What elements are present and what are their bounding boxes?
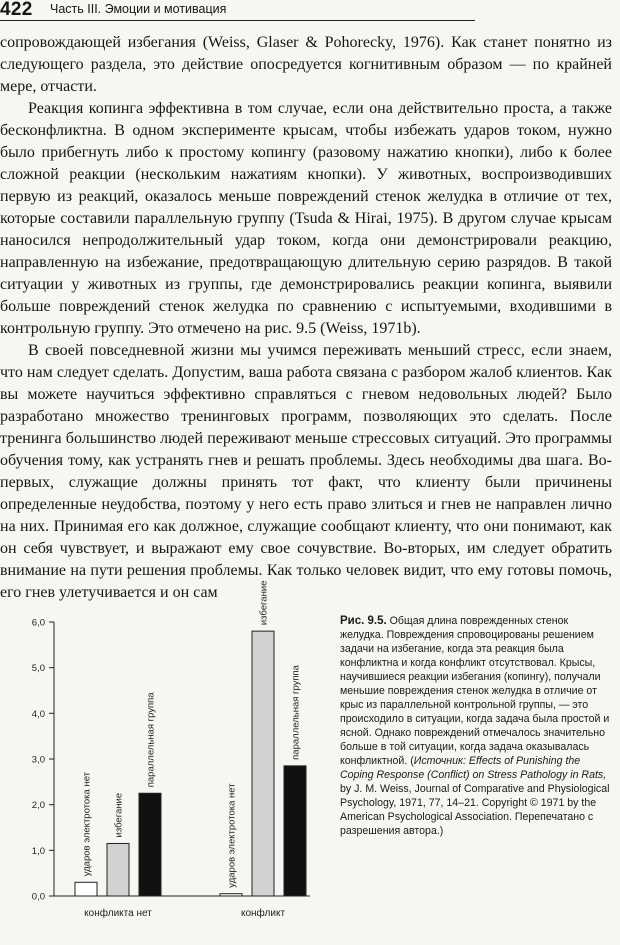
- bar-chart: [0, 580, 330, 930]
- caption-source-rest: by J. M. Weiss, Journal of Comparative and Physiological Psychology, 1971, 77, 14–21. Copyright © 1971 by the American Psychological Association. Перепечатано с разрешения автора.): [340, 783, 610, 837]
- page-header: [0, 0, 620, 24]
- bar: [107, 843, 129, 896]
- paragraph-3: В своей повседневной жизни мы учимся переживать меньший стресс, если знаем, что нам следует сделать. Допустим, ваша работа связана с разбором жалоб клиентов. Как вы можете научиться эффективно справляться с гневом недовольных людей? Было разработано множество тренинговых программ, позволяющих это сделать. После тренинга большинство людей переживают меньше стрессовых ситуаций. Это программы обучения тому, как устранять гнев и решать проблемы. Здесь необходимы два шага. Во-первых, служащие должны принять тот факт, что клиенту были причинены определенные неудобства, поэтому у него есть право злиться и гнев не направлен лично на них. Принимая его как должное, служащие сообщают клиенту, что они понимают, как он себя чувствует, и выражают ему свое сочувствие. Во-вторых, им следует обратить внимание на пути решения проблемы. Как только человек видит, что ему готовы помочь, его гнев улетучивается и он сам: [0, 342, 612, 601]
- caption-label: Рис. 9.5.: [340, 615, 387, 627]
- caption-source-label: Источник:: [413, 755, 466, 767]
- paragraph-1: сопровождающей избегания (Weiss, Glaser & Pohorecky, 1976). Как станет понятно из следующего раздела, это действие опосредуется когнитивным образом — по крайней мере, отчасти.: [0, 34, 612, 95]
- bar-label: избегание: [113, 792, 125, 838]
- paragraph-2: Реакция копинга эффективна в том случае, если она действительно проста, а также бесконфликтна. В одном эксперименте крысам, чтобы избежать ударов током, нужно было прибегнуть либо к простому копингу (разовому нажатию кнопки), либо к более сложной реакции (нескольким нажатиям кнопки). У животных, воспроизводивших первую из реакций, оказалось меньше повреждений стенок желудка в отличие от тех, которые составили параллельную группу (Tsuda & Hirai, 1975). В другом случае крысам наносился непродолжительный удар током, когда они демонстрировали реакцию, направленную на избежание, предотвращающую длительную серию разрядов. В такой ситуации у животных из группы, где демонстрировались реакции копинга, выявили больше повреждений стенок желудка по сравнению с испытуемыми, входившими в контрольную группу. Это отмечено на рис. 9.5 (Weiss, 1971b).: [0, 100, 612, 337]
- bar: [220, 894, 242, 896]
- y-tick-label: 4,0: [31, 708, 45, 720]
- y-tick-label: 6,0: [31, 617, 45, 629]
- caption-source-open: (: [410, 755, 414, 767]
- body-text: [0, 32, 612, 604]
- running-head: Часть III. Эмоции и мотивация: [50, 2, 227, 16]
- y-tick-label: 0,0: [31, 891, 45, 903]
- figure-caption: [340, 614, 610, 838]
- bar: [75, 882, 97, 896]
- y-tick-label: 1,0: [31, 845, 45, 857]
- bar-label: параллельная группа: [145, 692, 157, 788]
- bar-label: избегание: [258, 580, 270, 626]
- caption-text: Общая длина поврежденных стенок желудка. Повреждения спровоцированы решением задачи на избегание, когда эта реакция была конфликтна и когда конфликт отсутствовал. Крысы, научившиеся реакции избегания (копингу), получали меньшие повреждения стенок желудка в отличие от крыс из параллельной контрольной группы, — это происходило в ситуации, когда задача была простой и ясной. Однако повреждений отмечалось значительно больше в той ситуации, когда задача оказывалась конфликтной.: [340, 615, 610, 767]
- group-label: конфликта нет: [84, 908, 152, 919]
- y-tick-label: 2,0: [31, 800, 45, 812]
- bar: [284, 766, 306, 896]
- header-rule: [0, 20, 475, 21]
- bar-label: ударов электротока нет: [226, 783, 238, 888]
- bar: [139, 793, 161, 896]
- y-tick-label: 5,0: [31, 663, 45, 675]
- bar-label: ударов электротока нет: [81, 771, 93, 877]
- page-number: 422: [0, 0, 33, 20]
- bar: [252, 631, 274, 896]
- bar-label: параллельная группа: [290, 665, 302, 760]
- y-tick-label: 3,0: [31, 754, 45, 766]
- caption-source-title: Effects of Punishing the Coping Response (Conflict) on Stress Pathology in Rats,: [340, 755, 607, 781]
- group-label: конфликт: [240, 908, 286, 919]
